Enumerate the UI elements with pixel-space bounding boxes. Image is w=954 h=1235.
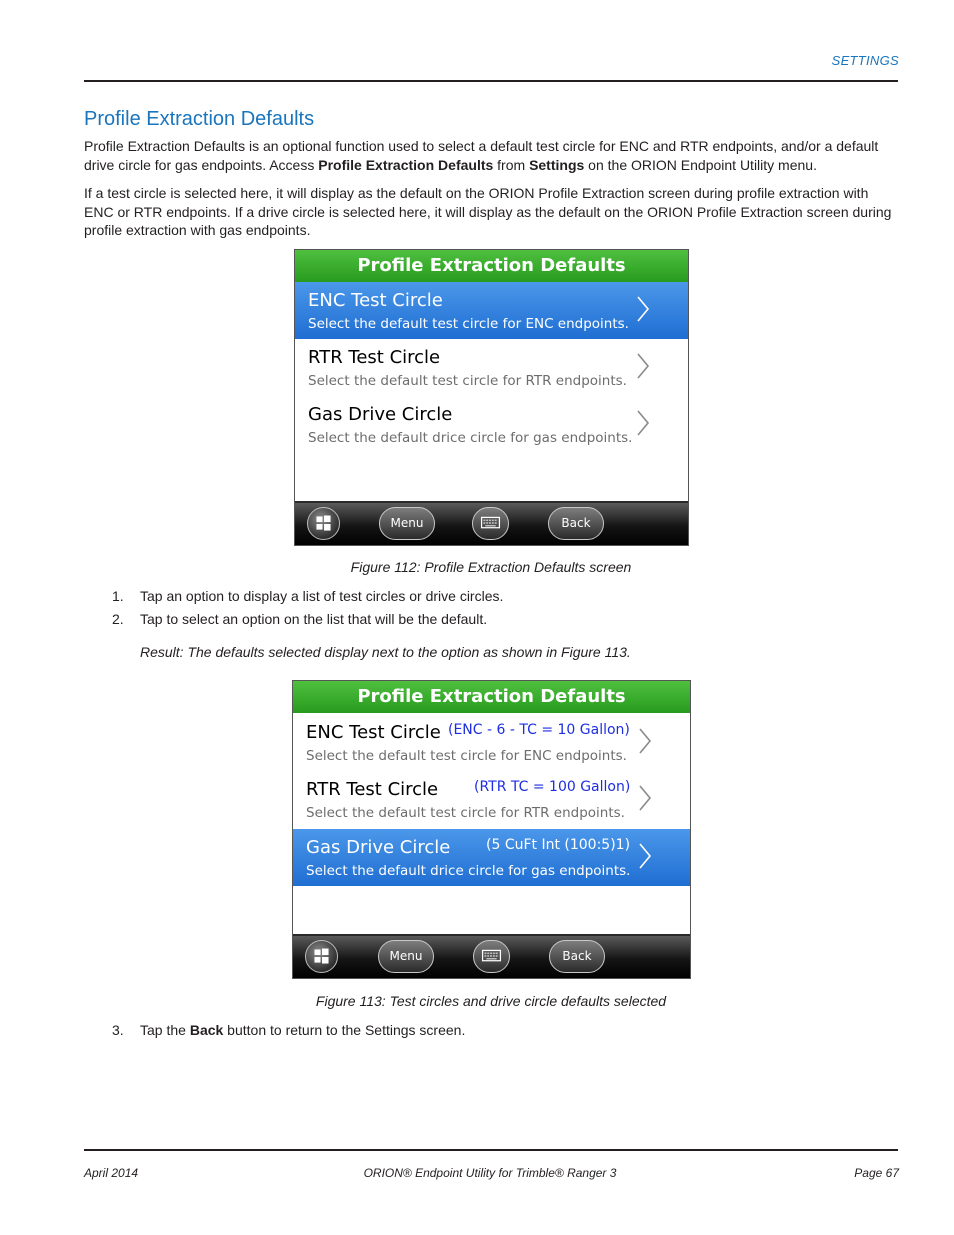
- step-number: 1.: [112, 588, 124, 604]
- softkey-bar: [293, 934, 690, 978]
- item-title: RTR Test Circle: [306, 779, 439, 800]
- item-subtitle: Select the default test circle for ENC endpoints.: [306, 748, 627, 764]
- chevron-right-icon: [638, 842, 652, 870]
- item-subtitle: Select the default test circle for RTR endpoints.: [308, 373, 627, 389]
- header-rule: [84, 80, 898, 82]
- list-item-gas-drive-circle[interactable]: [293, 829, 690, 886]
- chevron-right-icon: [636, 295, 650, 323]
- item-selected-value: (ENC - 6 - TC = 10 Gallon): [448, 722, 630, 738]
- step-text: Tap the Back button to return to the Settings screen.: [140, 1022, 466, 1038]
- keyboard-icon: [474, 941, 509, 972]
- footer-rule: [84, 1149, 898, 1151]
- figure-113-caption: Figure 113: Test circles and drive circle defaults selected: [315, 993, 667, 1009]
- windows-start-button[interactable]: [307, 507, 340, 540]
- menu-button[interactable]: Menu: [379, 507, 435, 540]
- figure-112-screen: [294, 249, 689, 546]
- step-number: 2.: [112, 611, 124, 627]
- step-text: Tap to select an option on the list that will be the default.: [140, 611, 488, 627]
- item-title: Gas Drive Circle: [308, 404, 453, 425]
- item-selected-value: (5 CuFt Int (100:5)1): [486, 837, 631, 853]
- item-title: RTR Test Circle: [308, 347, 441, 368]
- chevron-right-icon: [636, 409, 650, 437]
- figure-113-screen: [292, 680, 691, 979]
- list-item-enc-test-circle[interactable]: [295, 282, 688, 339]
- screen-title-bar: Profile Extraction Defaults: [293, 681, 690, 713]
- list-item-rtr-test-circle[interactable]: [293, 771, 690, 828]
- softkey-bar: [295, 501, 688, 545]
- item-subtitle: Select the default drice circle for gas endpoints.: [308, 430, 633, 446]
- windows-start-button[interactable]: [305, 940, 338, 973]
- intro-paragraph: Profile Extraction Defaults is an optional function used to select a default test circle for ENC and RTR endpoints, and/or a default drive circle for gas endpoints. Access Profile Extraction Defaults from Settings on the ORION Endpoint Utility menu.: [84, 138, 879, 173]
- keyboard-icon: [473, 508, 508, 539]
- item-subtitle: Select the default test circle for ENC endpoints.: [308, 316, 629, 332]
- step-number: 3.: [112, 1022, 124, 1038]
- list-item-enc-test-circle[interactable]: [293, 714, 690, 771]
- item-selected-value: (RTR TC = 100 Gallon): [474, 779, 631, 795]
- windows-start-icon: [306, 941, 337, 972]
- footer-date: April 2014: [84, 1166, 139, 1180]
- menu-button[interactable]: Menu: [378, 940, 434, 973]
- item-subtitle: Select the default test circle for RTR endpoints.: [306, 805, 625, 821]
- keyboard-button[interactable]: [473, 940, 510, 973]
- footer-page-number: Page 67: [854, 1166, 899, 1180]
- list-item-gas-drive-circle[interactable]: [295, 396, 688, 453]
- footer-doc-title: ORION® Endpoint Utility for Trimble® Ranger 3: [363, 1166, 617, 1180]
- back-button[interactable]: Back: [548, 507, 604, 540]
- windows-start-icon: [308, 508, 339, 539]
- item-title: ENC Test Circle: [306, 722, 441, 743]
- step-text: Tap an option to display a list of test circles or drive circles.: [140, 588, 504, 604]
- chevron-right-icon: [638, 784, 652, 812]
- description-paragraph: If a test circle is selected here, it will display as the default on the ORION Profile Extraction screen during profile extraction with ENC or RTR endpoints. If a drive circle is selected here, it will display as the default on the ORION Profile Extraction screen during profile extraction with gas endpoints.: [84, 185, 892, 238]
- result-note: Result: The defaults selected display next to the option as shown in Figure 113.: [140, 644, 631, 660]
- section-title: Profile Extraction Defaults: [84, 108, 315, 130]
- keyboard-button[interactable]: [472, 507, 509, 540]
- screen-title-bar: Profile Extraction Defaults: [295, 250, 688, 282]
- running-header-section: SETTINGS: [831, 53, 899, 68]
- item-title: ENC Test Circle: [308, 290, 443, 311]
- figure-112-caption: Figure 112: Profile Extraction Defaults screen: [350, 559, 632, 575]
- back-button[interactable]: Back: [549, 940, 605, 973]
- list-item-rtr-test-circle[interactable]: [295, 339, 688, 396]
- chevron-right-icon: [636, 352, 650, 380]
- chevron-right-icon: [638, 727, 652, 755]
- item-subtitle: Select the default drice circle for gas endpoints.: [306, 863, 631, 879]
- item-title: Gas Drive Circle: [306, 837, 451, 858]
